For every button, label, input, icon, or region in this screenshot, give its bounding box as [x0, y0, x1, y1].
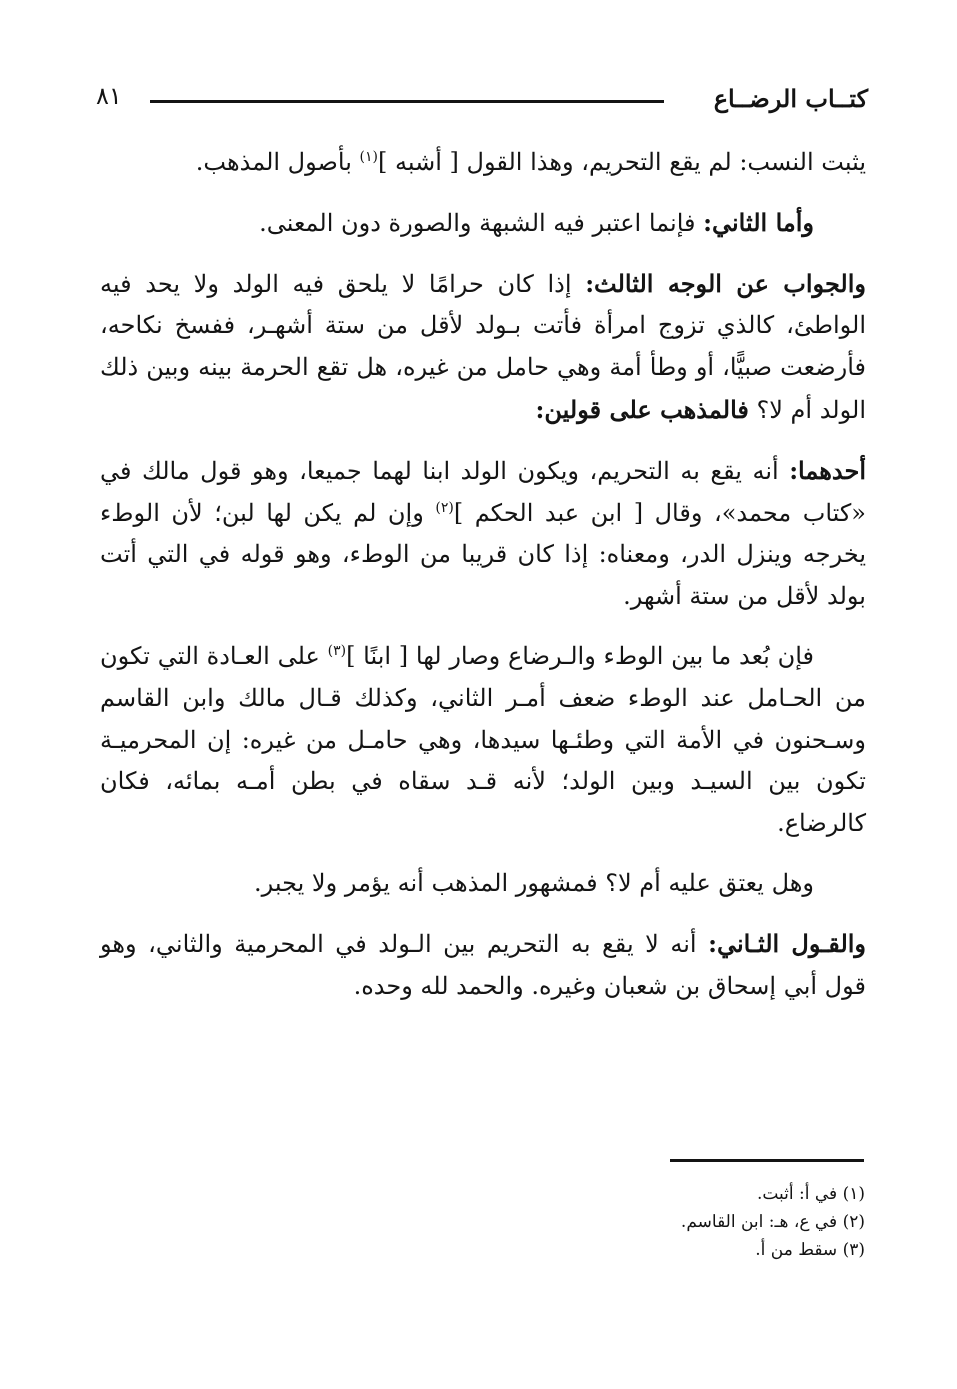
page-header [96, 80, 868, 130]
footnote-ref-1: (١) [359, 149, 378, 165]
footnote-separator [670, 1159, 864, 1162]
paragraph-6 [100, 863, 866, 905]
paragraph-text: على العـادة التي تكون من الحـامل عند الوطء ضعف أمـر الثاني، وكذلك قـال مالك وابن القاسم وسـحنون في الأمة التي وطئـها سيدها، وهي حامـل من غيره: إن المحرميـة تكون بين السيـد وبين الولد؛ لأنه قـد سقاه في بطن أمـه بمائه، فكان كالرضاع. [100, 641, 866, 838]
paragraph-7 [100, 923, 866, 1008]
paragraph-text: أنه يقع به التحريم، ويكون الولد ابنا لهما جميعا، وهو قول مالك في «كتاب محمد»، وقال [ ابن عبد الحكم ] [100, 456, 866, 527]
page-number: ٨١ [96, 82, 122, 110]
running-title: كتــاب الرضــاع [713, 84, 868, 113]
paragraph-text: وهل يعتق عليه أم لا؟ فمشهور المذهب أنه يؤمر ولا يجبر. [254, 868, 814, 897]
main-text [100, 142, 866, 1025]
paragraph-text: إذا كان حرامًا لا يلحق فيه الولد ولا يحد فيه الواطئ، كالذي تزوج امرأة فأتت بـولد لأقل من ستة أشهـر، ففسخ نكاحه، فأرضعت صبيًّا، أو وطأ أمة وهي حامل من غيره، هل تقع الحرمة بينه وبين ذلك الولد أم لا؟ [100, 269, 866, 424]
paragraph-3 [100, 263, 866, 432]
footnote-1: (١) في أ: أثبت. [756, 1184, 865, 1204]
footnotes [365, 1180, 865, 1264]
paragraph-5 [100, 636, 866, 845]
paragraph-1 [100, 142, 866, 184]
paragraph-text: فإنما اعتبر فيه الشبهة والصورة دون المعنى. [259, 208, 704, 237]
paragraph-tail: فالمذهب على قولين: [535, 394, 749, 424]
paragraph-lead: أحدهما: [789, 455, 866, 485]
paragraph-4 [100, 450, 866, 618]
footnote-ref-3: (٣) [327, 642, 347, 659]
paragraph-text: يثبت النسب: لم يقع التحريم، وهذا القول [ أشبه ] [378, 148, 866, 176]
paragraph-2 [100, 202, 866, 245]
paragraph-text: فإن بُعد ما بين الوطء والـرضاع وصار لها [ ابنًا ] [346, 641, 814, 670]
paragraph-text: بأصول المذهب. [195, 148, 360, 176]
footnote-2: (٢) في ع، هـ: ابن القاسم. [680, 1212, 865, 1232]
paragraph-lead: والجواب عن الوجه الثالث: [585, 268, 867, 298]
paragraph-text: وإن لم يكن لها لبن؛ لأن الوطء يخرجه وينزل الدر، ومعناه: إذا كان قريبا من الوطء، وهو قوله في التي أتت بولد لأقل من ستة أشهر. [100, 498, 866, 611]
footnote-3: (٣) سقط من أ. [755, 1240, 865, 1260]
paragraph-lead: وأما الثاني: [703, 207, 814, 237]
paragraph-lead: والقـول الثـاني: [708, 928, 867, 958]
header-rule [150, 100, 664, 103]
paragraph-text: أنه لا يقع به التحريم بين الـولد في المحرمية والثاني، وهو قول أبي إسحاق بن شعبان وغيره. والحمد لله وحده. [100, 929, 866, 1000]
footnote-ref-2: (٢) [435, 499, 454, 516]
